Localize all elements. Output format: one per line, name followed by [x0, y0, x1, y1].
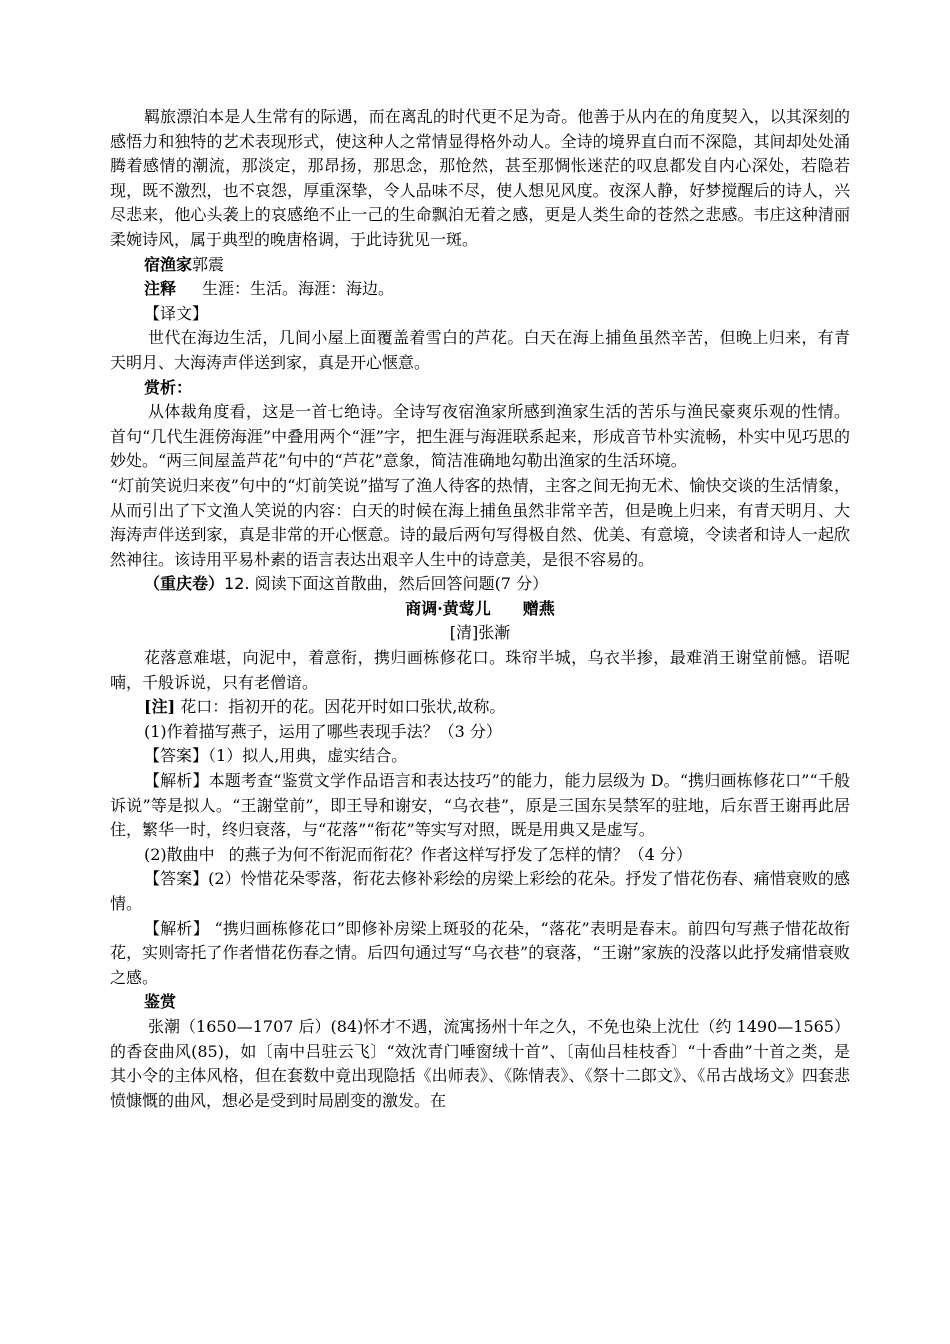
poem-title: 宿渔家 — [144, 254, 193, 274]
annotation-label: 注释 — [144, 279, 177, 299]
analysis-label: 【解析】 — [144, 771, 209, 791]
appreciation-heading: 鉴赏 — [144, 992, 177, 1012]
document-page — [110, 105, 850, 1113]
sub-question-2 — [110, 843, 850, 868]
sub-question-2-part-a: (2)散曲中 — [144, 844, 215, 864]
sub-question-2-analysis — [110, 917, 850, 991]
qu-title-name: 赠燕 — [522, 598, 555, 618]
question-12-prompt — [110, 572, 850, 597]
question-number: 12. — [224, 574, 250, 594]
sub-question-2-answer — [110, 867, 850, 916]
sub-question-1: (1)作着描写燕子，运用了哪些表现手法？（3 分） — [144, 721, 502, 741]
answer-label: 【答案】 — [144, 869, 209, 889]
qu-note-label: [注] — [144, 697, 176, 717]
qu-note — [110, 695, 850, 720]
translation-text: 世代在海边生活，几间小屋上面覆盖着雪白的芦花。白天在海上捕鱼虽然辛苦，但晚上归来，有青天明月、大海涛声伴送到家，真是开心惬意。 — [110, 328, 850, 372]
qu-text: 花落意难堪，向泥中，着意衔，携归画栋修花口。珠帘半城，乌衣半掺，最难消王谢堂前憾。语呢喃，千般诉说，只有老僧谙。 — [110, 648, 850, 692]
analysis-text: “携归画栋修花口”即修补房梁上斑驳的花朵，“落花”表明是春末。前四句写燕子惜花故衔花，实则寄托了作者惜花伤春之情。后四句通过写“乌衣巷”的衰落，“王谢”家族的没落以此抒发痛惜衰败之感。 — [110, 918, 850, 987]
analysis-text: 本题考查“鉴赏文学作品语言和表达技巧”的能力，能力层级为 D。“携归画栋修花口”“千般诉说”等是拟人。“王謝堂前”，即王导和谢安，“乌衣巷”，原是三国东吴禁军的驻地，后东晋王谢再此居住，繁华一时，终归衰落，与“花落”“衔花”等实写对照，既是用典又是虚写。 — [110, 771, 850, 840]
annotation-line — [110, 277, 850, 302]
appreciation-label: 赏析： — [144, 377, 193, 397]
translation-label: 【译文】 — [144, 303, 209, 323]
answer-text: (2）怜惜花朵零落，衔花去修补彩绘的房梁上彩绘的花朵。抒发了惜花伤春、痛惜衰败的感情。 — [110, 869, 850, 913]
appreciation-paragraph-1: 从体裁角度看，这是一首七绝诗。全诗写夜宿渔家所感到渔家生活的苦乐与渔民豪爽乐观的性情。首句“几代生涯傍海涯”中叠用两个“涯”字，把生涯与海涯联系起来，形成音节朴实流畅，朴实中见巧思的妙处。“两三间屋盖芦花”句中的“芦花”意象，简洁准确地勾勒出渔家的生活环境。 — [110, 402, 850, 471]
appreciation-paragraph-2: “灯前笑说归来夜”句中的“灯前笑说”描写了渔人待客的热情，主客之间无拘无术、愉快交谈的生活情象，从而引出了下文渔人笑说的内容：白天的时候在海上捕鱼虽然非常辛苦，但是晚上归来，有青天明月、大海涛声伴送到家，真是非常的开心惬意。诗的最后两句写得极自然、优美、有意境，令读者和诗人一起欣然神往。该诗用平易朴素的语言表达出艰辛人生中的诗意美，是很不容易的。 — [110, 475, 850, 569]
sub-question-1-analysis — [110, 769, 850, 843]
answer-label: 【答案】 — [144, 746, 209, 766]
annotation-text: 生涯：生活。海涯：海边。 — [202, 279, 395, 299]
poem-author: 郭震 — [192, 254, 225, 274]
question-text: 阅读下面这首散曲，然后回答问题(7 分） — [254, 574, 549, 594]
answer-text: （1）拟人,用典，虚实结合。 — [208, 746, 408, 766]
poem-heading — [110, 253, 850, 278]
qu-author: [清]张漸 — [449, 623, 511, 643]
qu-title — [110, 597, 850, 622]
qu-title-tune: 商调·黄莺儿 — [405, 598, 491, 618]
question-source: （重庆卷） — [144, 574, 225, 594]
sub-question-2-part-b: 的燕子为何不衔泥而衔花？作者这样写抒发了怎样的情？（4 分） — [228, 844, 692, 864]
appreciation-text: 张潮（1650—1707 后）(84)怀才不遇，流寓扬州十年之久，不免也染上沈仕（约 1490—1565）的香奁曲风(85)，如〔南中吕驻云飞〕“效沈青门唾窗绒十首”、〔南仙吕桂枝香〕“十香曲”十首之类，是其小令的主体风格，但在套数中竟出现隐括《出师表》、《陈情表》、《祭十二郎文》、《吊古战场文》四套悲愤慷慨的曲风，想必是受到时局剧变的激发。在 — [110, 1016, 850, 1110]
sub-question-1-answer — [110, 744, 850, 769]
analysis-label: 【解析】 — [144, 918, 210, 938]
paragraph-appreciation-weizhuang: 羁旅漂泊本是人生常有的际遇，而在离乱的时代更不足为奇。他善于从内在的角度契入，以其深刻的感悟力和独特的艺术表现形式，使这种人之常情显得格外动人。全诗的境界直白而不深隐，其间却处处涌腾着感情的潮流，那淡定，那昂扬，那思念，那怆然，甚至那惆怅迷茫的叹息都发自内心深处，若隐若现，既不激烈，也不哀怨，厚重深挚，令人品味不尽，使人想见风度。夜深人静，好梦搅醒后的诗人，兴尽悲来，他心头袭上的哀感绝不止一己的生命飘泊无着之感，更是人类生命的苍然之悲感。韦庄这种清丽柔婉诗风，属于典型的晚唐格调，于此诗犹见一斑。 — [110, 107, 850, 249]
qu-note-text: 花口：指初开的花。因花开时如口张状,故称。 — [175, 697, 506, 717]
